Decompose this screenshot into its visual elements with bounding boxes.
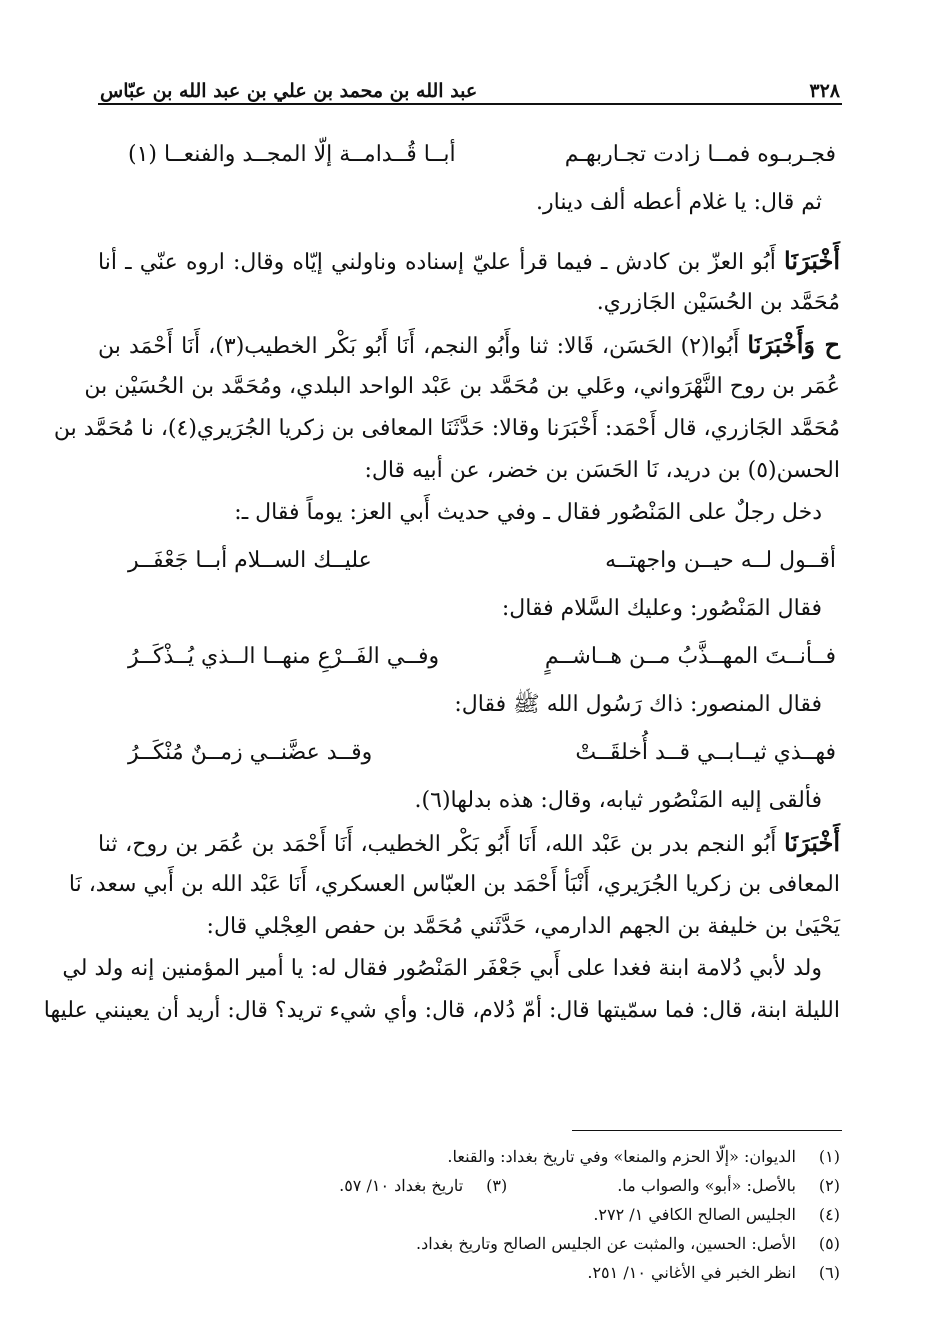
footnote-text: تاريخ بغداد ١٠/ ٥٧. xyxy=(339,1176,464,1195)
footnote-text: انظر الخبر في الأغاني ١٠/ ٢٥١. xyxy=(587,1263,796,1282)
text-line: يَحْيَىٰ بن خليفة بن الجهم الدارمي، حَدَّثَني مُحَمَّد بن حفص العِجْلي قال: xyxy=(206,914,840,939)
isnad-lead-word: أَخْبَرَنَا xyxy=(784,828,840,857)
footnote-text: بالأصل: «أبو» والصواب ما. xyxy=(617,1176,796,1195)
footnote-number: (٢) xyxy=(818,1176,840,1195)
verse-second-hemistich: أبــا قُــدامــة إلّا المجــد والفنعــا (١) xyxy=(128,142,456,167)
text-line: الليلة ابنة، قال: فما سمّيتها قال: أمّ دُلام، قال: وأي شيء تريد؟ قال: أريد أن يعينني عليها xyxy=(43,998,840,1023)
paragraph-gap xyxy=(98,224,840,240)
main-text xyxy=(43,128,841,1032)
text-line: الحسن(٥) بن دريد، نَا الحَسَن بن خضر، عن أبيه قال: xyxy=(364,458,840,483)
page-number: ٣٢٨ xyxy=(809,80,840,102)
isnad-text: أَبُوا(٢) الحَسَن، قَالا: ثنا وأَبُو النجم، أَنَا أَبُو بَكْر الخطيب(٣)، أَنَا أَحْمَد بن xyxy=(98,334,740,359)
isnad-text: أَبُو النجم بدر بن عَبْد الله، أَنَا أَبُو بَكْر الخطيب، أَنَا أَحْمَد بن عُمَر بن روح، ثنا xyxy=(98,832,777,857)
text-line: عُمَر بن روح النَّهْرَواني، وعَلي بن مُحَمَّد بن عَبْد الواحد البلدي، ومُحَمَّد بن الحُسَيْن بن xyxy=(84,374,840,399)
footnote-gap xyxy=(507,1171,617,1200)
footnote-text: الأصل: الحسين، والمثبت عن الجليس الصالح وتاريخ بغداد. xyxy=(416,1234,796,1253)
verse-first-hemistich: فــأنــتَ المهــذَّبُ مــن هــاشــمٍ xyxy=(544,644,836,669)
text-line: مُحَمَّد بن الحُسَيْن الجَازري. xyxy=(596,290,840,315)
footnote xyxy=(100,1229,840,1258)
footnote-number: (٤) xyxy=(818,1205,840,1224)
footnote-number: (٣) xyxy=(486,1176,508,1195)
footnote xyxy=(100,1200,840,1229)
verse-line xyxy=(98,630,840,684)
verse-second-hemistich: وفــي الفَــرْعِ منهــا الــذي يُــذْكَــرُ xyxy=(128,644,440,669)
isnad-text: أَبُو العزّ بن كادش ـ فيما قرأ عليّ إسناده وناولني إيّاه وقال: اروه عنّي ـ أنا xyxy=(98,250,776,275)
verse-second-hemistich: عليــك الســلام أبــا جَعْفَــر xyxy=(128,548,372,573)
footnote xyxy=(100,1171,840,1200)
isnad-line xyxy=(98,822,840,864)
footnote-number: (١) xyxy=(818,1147,840,1166)
verse-first-hemistich: أقــول لــه حيــن واجهتــه xyxy=(605,548,836,573)
footnotes xyxy=(100,1130,840,1287)
verse-first-hemistich: فهــذي ثيــابــي قــد أُخلقَــتْ xyxy=(575,740,836,765)
verse-first-hemistich: فجـربـوه فمــا زادت تجـاربهـم xyxy=(564,142,836,167)
isnad-line xyxy=(98,324,840,366)
text-line: المعافى بن زكريا الجُرَيري، أَنْبَأ أَحْمَد بن العبّاس العسكري، أَنَا عَبْد الله بن أَبي سعد، نَا xyxy=(68,872,840,897)
running-title: عبد الله بن محمد بن علي بن عبد الله بن عبّاس xyxy=(100,80,478,102)
verse-line xyxy=(98,726,840,780)
running-header xyxy=(100,62,840,102)
isnad-line xyxy=(98,240,840,282)
text-line: ثم قال: يا غلام أعطه ألف دينار. xyxy=(536,190,822,215)
footnote xyxy=(100,1142,840,1171)
header-rule xyxy=(98,103,842,105)
text-line: مُحَمَّد الجَازري، قال أَحْمَد: أَخْبَرَنا وقالا: حَدَّثَنَا المعافى بن زكريا الجُرَيري(٤)، نا مُحَمَّد بن xyxy=(53,416,840,441)
footnote-number: (٦) xyxy=(818,1263,840,1282)
verse-second-hemistich: وقــد عضَّنــي زمــنٌ مُنْكَــرُ xyxy=(128,740,373,765)
footnote-text: الديوان: «إلّا الحزم والمنعا» وفي تاريخ بغداد: والقنعا. xyxy=(447,1147,796,1166)
text-line: فقال المنصور: ذاك رَسُول الله ﷺ فقال: xyxy=(454,692,822,717)
isnad-lead-word: أَخْبَرَنَا xyxy=(784,246,841,275)
footnote-number: (٥) xyxy=(818,1234,840,1253)
text-line: دخل رجلٌ على المَنْصُور فقال ـ وفي حديث أَبي العز: يوماً فقال ـ: xyxy=(234,500,822,525)
footnote-text: الجليس الصالح الكافي ١/ ٢٧٢. xyxy=(593,1205,796,1224)
verse-line xyxy=(98,128,840,182)
footnote xyxy=(100,1258,840,1287)
verse-line xyxy=(98,534,840,588)
text-line: فقال المَنْصُور: وعليك السَّلام فقال: xyxy=(501,596,822,621)
text-line: فألقى إليه المَنْصُور ثيابه، وقال: هذه بدلها(٦). xyxy=(414,788,822,813)
isnad-lead-word: ح وَأَخْبَرَنَا xyxy=(747,330,840,359)
text-line: ولد لأبي دُلامة ابنة فغدا على أَبي جَعْفَر المَنْصُور فقال له: يا أمير المؤمنين إنه ولد لي xyxy=(62,956,822,981)
